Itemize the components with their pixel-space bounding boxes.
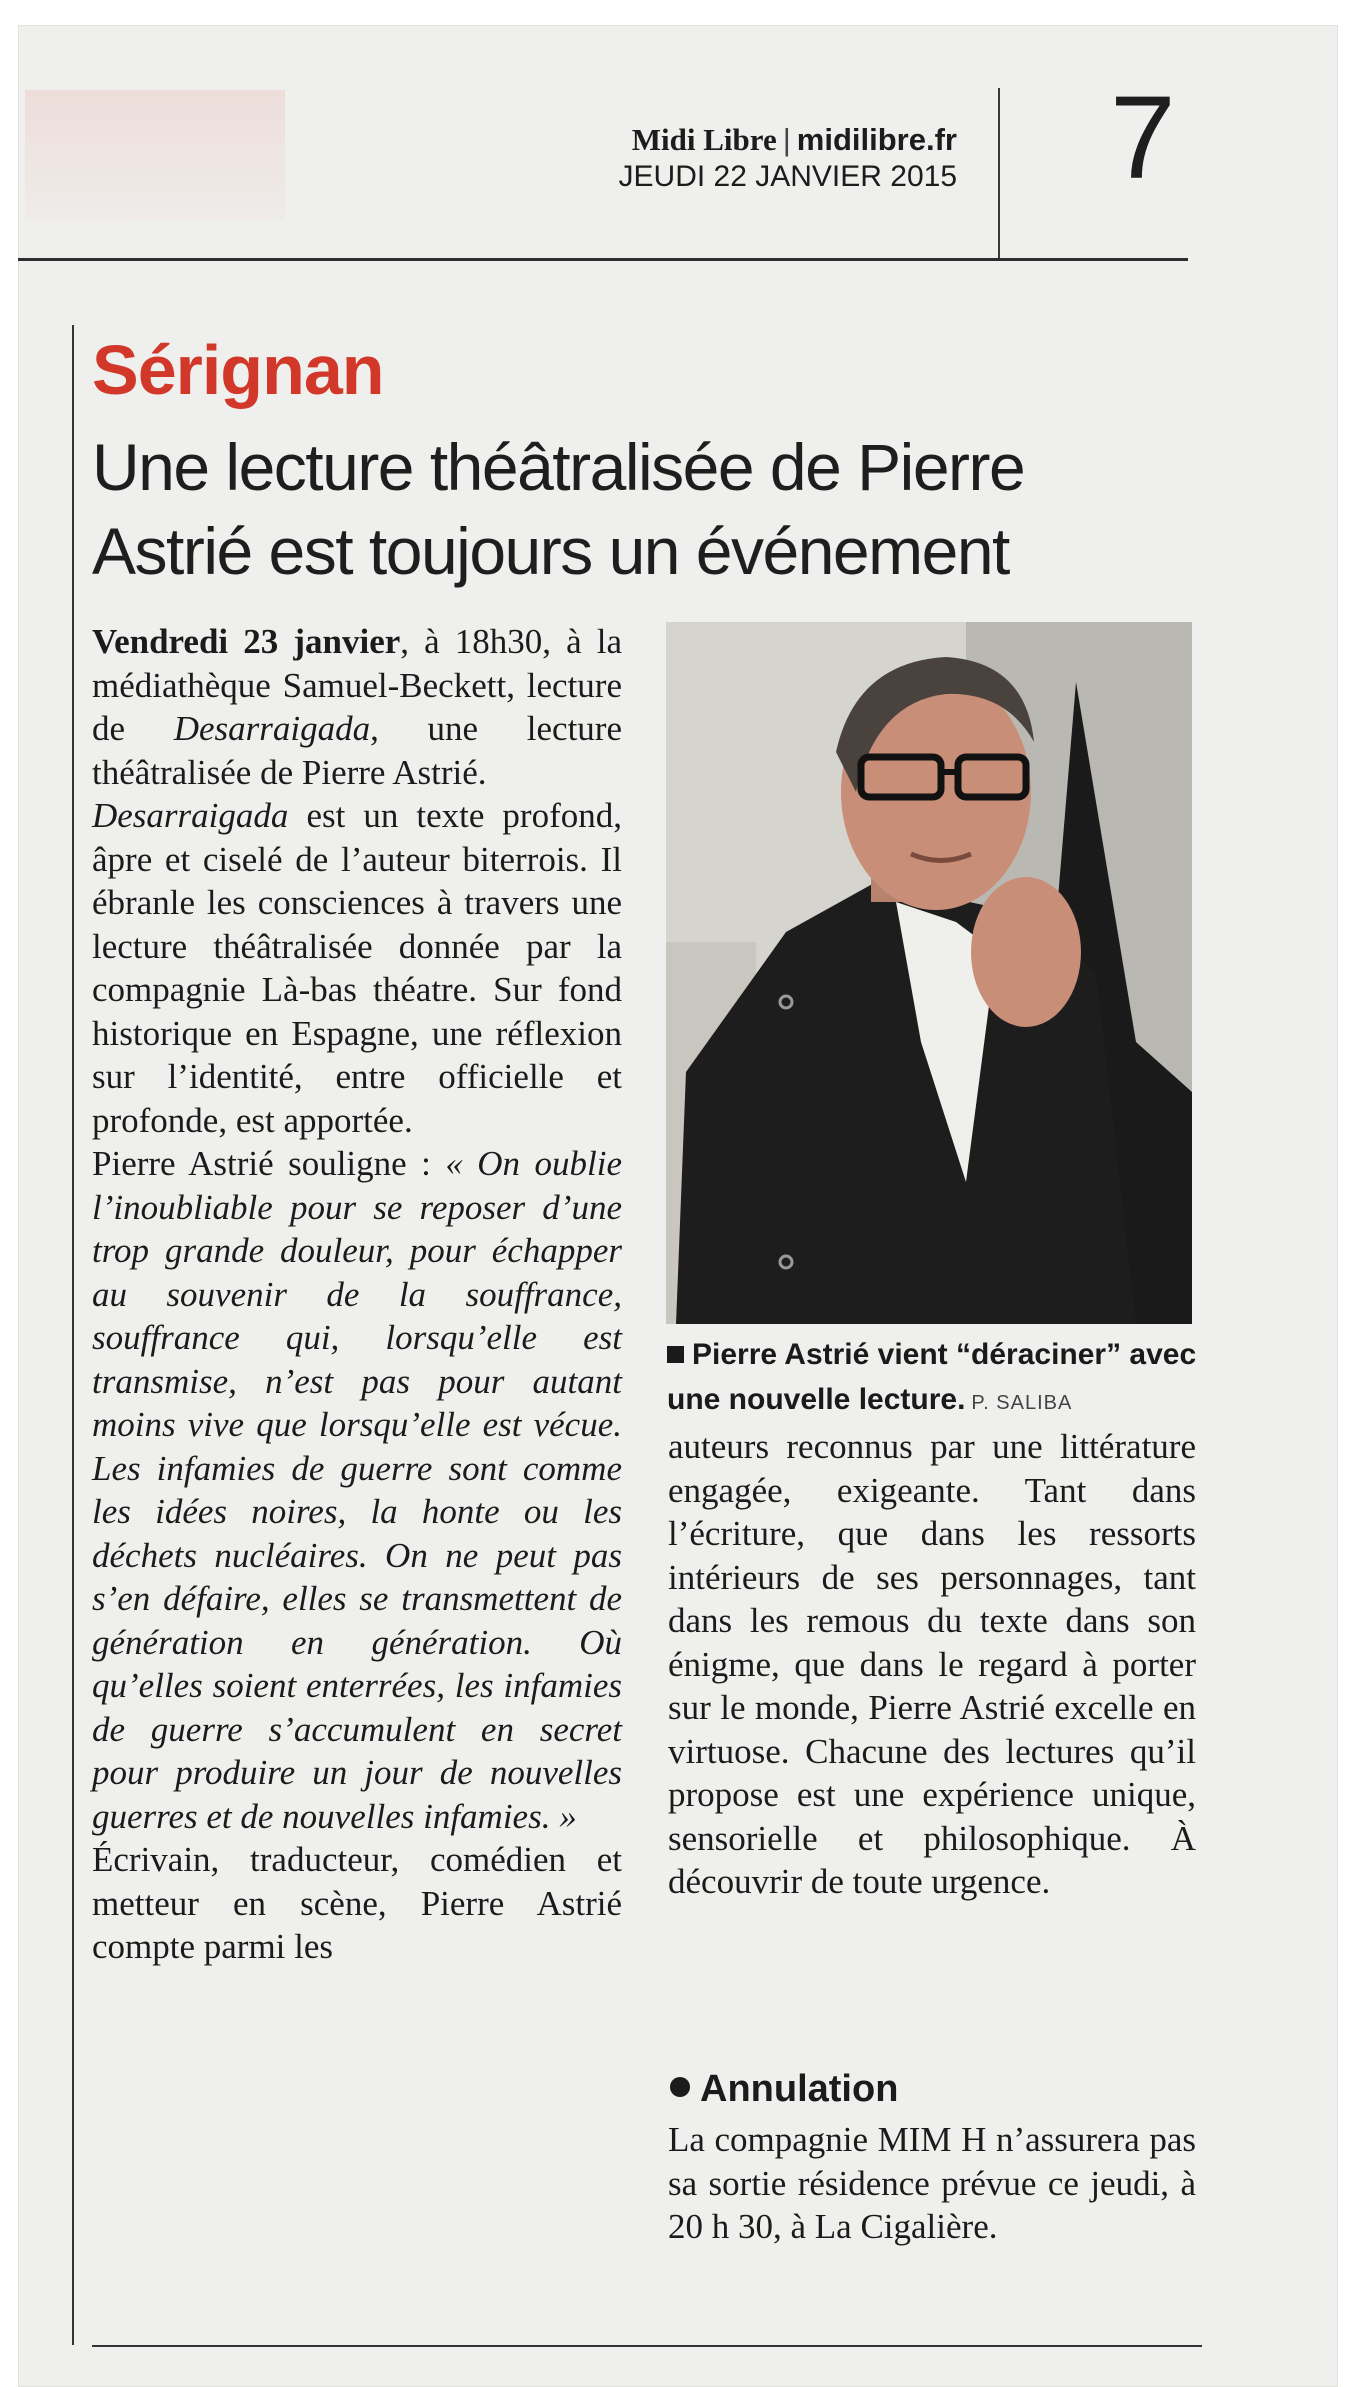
newspaper-brand: Midi Libre [631,122,777,157]
article-photo [666,622,1192,1324]
work-title: Desarraigada [173,709,371,748]
headline-line-2: Astrié est toujours un événement [92,514,1009,588]
photo-caption [667,1332,1207,1426]
paragraph-bio: Écrivain, traducteur, comédien et metteur en scène, Pierre Astrié compte parmi les [92,1840,622,1966]
work-title-2: Desarraigada [92,796,289,835]
masthead-separator: | [782,122,791,157]
article-column-right [668,1425,1196,1904]
paragraph-continuation: auteurs reconnus par une littérature engagée, exigeante. Tant dans l’écriture, que dans les ressorts intérieurs de ses personnages, tant dans les remous du texte dans son énigme, que dans le regard à porter sur le monde, Pierre Astrié excelle en virtuose. Chacune des lectures qu’il propose est une expérience unique, sensorielle et philosophique. À découvrir de toute urgence. [668,1427,1196,1901]
author-quote: « On oublie l’inoubliable pour se reposer d’une trop grande douleur, pour échapper au souvenir de la souffrance, souffrance qui, lorsqu’elle est transmise, n’est pas pour autant moins vive que lorsqu’elle est vécue. Les infamies de guerre sont comme les idées noires, la honte ou les déchets nucléaires. On ne peut pas s’en défaire, elles se transmettent de génération en génération. Où qu’elles soient enterrées, les infamies de guerre s’accumulent en secret pour produire un jour de nouvelles guerres et de nouvelles infamies. » [92,1144,622,1836]
intro-end: , une lecture théâtralisée de Pierre Astrié. [92,709,622,792]
bleed-through-area [25,90,285,220]
intro-text: , à 18h30, à la médiathèque Samuel-Beckett, lecture de [92,622,623,748]
bullet-dot-icon [670,2077,690,2097]
issue-date: JEUDI 22 JANVIER 2015 [618,160,957,193]
article-side-rule [72,325,74,2345]
caption-text: Pierre Astrié vient “déraciner” avec une nouvelle lecture. [667,1338,1197,1416]
footer-rule [92,2345,1202,2347]
header-rule [18,258,1188,261]
annulation-heading [670,2068,898,2111]
article-kicker-town: Sérignan [92,331,384,409]
paragraph-quote [92,1142,622,1838]
caption-square-icon [667,1346,684,1363]
lead-date: Vendredi 23 janvier [92,622,401,661]
masthead [632,120,957,160]
quote-intro: Pierre Astrié souligne : [92,1144,446,1183]
annulation-text: La compagnie MIM H n’assurera pas sa sortie résidence prévue ce jeudi, à 20 h 30, à La Cigalière. [668,2120,1196,2246]
portrait-illustration [666,622,1192,1324]
paragraph-description [92,794,622,1142]
article-headline [92,425,1142,593]
photo-credit: P. SALIBA [971,1392,1073,1414]
article-column-left [92,620,622,1969]
headline-line-1: Une lecture théâtralisée de Pierre [92,430,1025,504]
page-number: 7 [1110,72,1176,204]
newspaper-site: midilibre.fr [796,122,957,157]
description-text: est un texte profond, âpre et ciselé de l’auteur biterrois. Il ébranle les consciences à travers une lecture théâtralisée donnée par la compagnie Là-bas théatre. Sur fond historique en Espagne, une réflexion sur l’identité, entre officielle et profonde, est apportée. [92,796,622,1140]
header-divider [998,88,1000,258]
annulation-title: Annulation [700,2068,899,2110]
paragraph-intro [92,620,622,794]
annulation-column [668,2118,1196,2249]
